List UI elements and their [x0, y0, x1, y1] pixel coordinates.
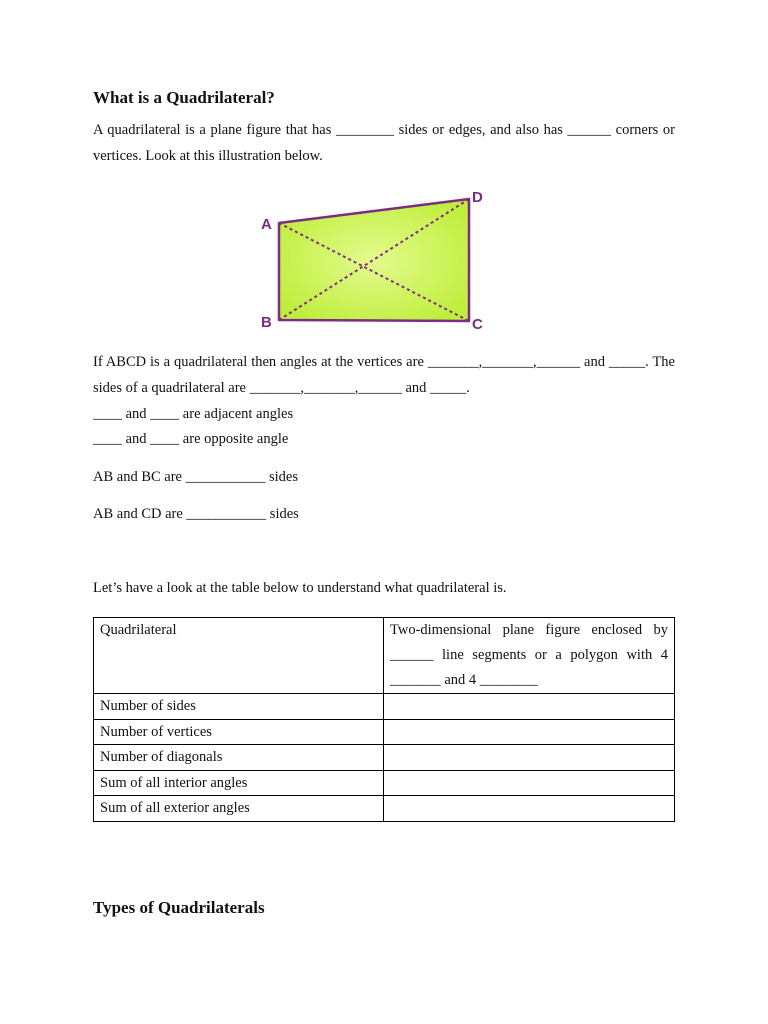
table-cell-label: Number of sides: [94, 694, 384, 720]
table-cell-answer[interactable]: [384, 719, 675, 745]
vertex-label-a: A: [261, 216, 272, 233]
table-row: [94, 796, 675, 822]
quadrilateral-properties-table: [93, 617, 675, 822]
table-cell-answer[interactable]: [384, 796, 675, 822]
vertex-label-b: B: [261, 314, 272, 331]
table-intro-text: Let’s have a look at the table below to understand what quadrilateral is.: [93, 580, 507, 596]
table-row: [94, 770, 675, 796]
section-heading-types-of-quadrilaterals: Types of Quadrilaterals: [93, 898, 265, 917]
quadrilateral-figure: [255, 186, 495, 332]
table-cell-definition: Two-dimensional plane figure enclosed by ______ line segments or a polygon with 4 _______ and 4 ________: [384, 618, 675, 694]
vertex-label-c: C: [472, 316, 483, 332]
table-cell-answer[interactable]: [384, 694, 675, 720]
vertices-paragraph: If ABCD is a quadrilateral then angles at the vertices are _______,_______,______ and _____. The sides of a quadrilateral are _______,_______,______ and _____.: [93, 354, 675, 396]
table-cell-label: Number of vertices: [94, 719, 384, 745]
adjacent-angles-line: ____ and ____ are adjacent angles: [93, 406, 294, 422]
quadrilateral-diagram: [255, 186, 495, 332]
table-cell-label: Quadrilateral: [94, 618, 384, 694]
vertex-label-d: D: [472, 189, 483, 206]
table-cell-answer[interactable]: [384, 745, 675, 771]
opposite-angles-line: ____ and ____ are opposite angle: [93, 431, 289, 447]
quadrilateral-shape: [279, 199, 469, 321]
table-cell-label: Sum of all interior angles: [94, 770, 384, 796]
table-row: [94, 745, 675, 771]
intro-paragraph: A quadrilateral is a plane figure that has ________ sides or edges, and also has ______ corners or vertices. Look at this illustration below.: [93, 122, 675, 164]
ab-bc-sides-line: AB and BC are ___________ sides: [93, 469, 298, 485]
table-cell-label: Sum of all exterior angles: [94, 796, 384, 822]
table-cell-label: Number of diagonals: [94, 745, 384, 771]
table-row: [94, 618, 675, 694]
section-heading-what-is-quadrilateral: What is a Quadrilateral?: [93, 88, 275, 107]
table-row: [94, 694, 675, 720]
table-cell-answer[interactable]: [384, 770, 675, 796]
ab-cd-sides-line: AB and CD are ___________ sides: [93, 506, 299, 522]
table-row: [94, 719, 675, 745]
